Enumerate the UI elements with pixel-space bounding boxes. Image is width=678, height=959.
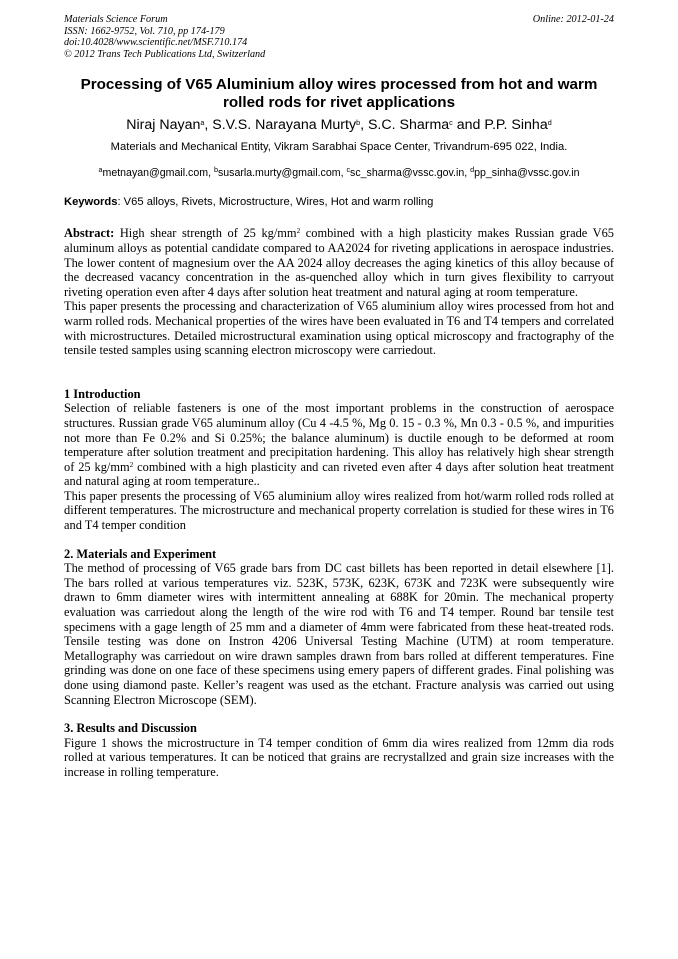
intro-paragraph-2: This paper presents the processing of V65 aluminium alloy wires realized from hot/warm rolled rods rolled at different temperatures. The microstructure and mechanical property correlation is studied for these wires in T6 and T4 temper condition [64,488,614,533]
abstract-text: combined with a high plasticity makes Russian grade V65 aluminum alloys as potential candidate compared to AA2024 for riveting applications in aerospace industries. The lower content of magnesium over the AA 2024 alloy decreases the aging kinetics of this alloy because of the decreased vacancy concentration in the as-quenched alloy which in turn gives flexibility to carryout riveting operation even after 4 days after solution heat treatment and natural aging at room temperature. [64,226,615,299]
abstract-paragraph [64,226,614,299]
online-date: Online: 2012-01-24 [532,14,614,25]
author-sup: d [547,118,552,128]
paper-title: Processing of V65 Aluminium alloy wires processed from hot and warm rolled rods for rivet applications [80,76,598,112]
copyright-line: © 2012 Trans Tech Publications Ltd, Switzerland [64,48,266,60]
issn-line: ISSN: 1662-9752, Vol. 710, pp 174-179 [64,25,225,37]
author-sup: a [200,118,205,128]
email-link[interactable]: metnayan@gmail.com [102,167,209,180]
abstract-label: Abstract: [64,226,115,241]
doi-line: doi:10.4028/www.scientific.net/MSF.710.174 [64,37,248,49]
author-sup: b [356,118,361,128]
email-sup: a [98,165,103,175]
email-sup: d [470,165,475,175]
section-heading-introduction: 1 Introduction [64,386,141,401]
journal-name: Materials Science Forum [64,14,168,25]
email-sup: c [346,165,351,175]
superscript: 2 [296,227,301,236]
author-separator: and [452,117,485,134]
email-list: $^a$metnayan@gmail.com, $^b$susarla.murty@gmail.com, $^c$sc_sharma@vssc.gov.in, $^d$pp_sinha@vssc.gov.in [98,165,580,180]
email-link[interactable]: sc_sharma@vssc.gov.in [350,167,465,180]
materials-paragraph: The method of processing of V65 grade bars from DC cast billets has been reported in detail elsewhere [1]. The bars rolled at various temperatures viz. 523K, 573K, 623K, 673K and 723K were subsequently wire drawn to 6mm diameter wires with intermittent annealing at 688K for 20min. The mechanical property evaluation was carriedout along the length of the wire rod with T6 and T4 temper. Round bar tensile test specimens with a gage length of 25 mm and a diameter of 4mm were fabricated from these heat-treated rods. Tensile testing was done on Instron 4206 Universal Testing Machine (UTM) at room temperature. Metallography was carriedout on wire drawn samples drawn from bars rolled at different temperatures. Fine grinding was done on one face of these specimens using emery papers of different grades. Final polishing was done using diamond paste. Keller’s reagent was used as the etchant. Fracture analysis was carried out using Scanning Electron Microscope (SEM). [64,561,614,707]
author-sup: c [449,118,453,128]
author-separator: , [360,117,368,134]
author-name: P.P. Sinha [484,117,548,134]
intro-text: Selection of reliable fasteners is one of the most important problems in the construction of aerospace structures. Russian grade V65 aluminum alloy (Cu 4 -4.5 %, Mg 0. 15 - 0.3 %, Mn 0.3 - 0.5 %, and impurities not more than Fe 0.2% and Si 0.25%; the balance aluminum) is ductile enough to be deformed at room temperature after solution treatment and precipitation hardening. This alloy has relatively high shear strength of 25 kg/mm [64,401,614,474]
intro-text: combined with a high plasticity and can riveted even after 4 days after solution heat treatment and natural aging at room temperature.. [64,459,614,489]
author-name: S.V.S. Narayana Murty [212,117,357,134]
journal-header [64,14,614,60]
author-name: Niraj Nayan [126,117,201,134]
abstract-paragraph-2: This paper presents the processing and characterization of V65 aluminium alloy wires processed from hot and warm rolled rods. Mechanical properties of the wires have been evaluated in T6 and T4 tempers and correlated with microstructures. Detailed microstructural examination using optical microscopy and fractography of the tensile tested samples using scanning electron microscopy were carriedout. [64,299,614,358]
abstract-text: High shear strength of 25 kg/mm [114,226,297,241]
results-paragraph: Figure 1 shows the microstructure in T4 temper condition of 6mm dia wires realized from 12mm dia rods rolled at various temperatures. It can be noticed that grains are recrystallzed and grain size increases with the increase in rolling temperature. [64,735,614,779]
keywords-label: Keywords [64,196,118,209]
email-sup: b [213,165,218,175]
author-list [64,116,614,134]
intro-paragraph [64,401,614,489]
email-link[interactable]: pp_sinha@vssc.gov.in [474,167,580,180]
email-link[interactable]: susarla.murty@gmail.com [217,167,341,180]
section-heading-materials: 2. Materials and Experiment [64,546,217,561]
keywords [64,195,614,209]
affiliation: Materials and Mechanical Entity, Vikram Sarabhai Space Center, Trivandrum-695 022, India. [110,141,568,154]
superscript: 2 [129,460,134,469]
author-separator: , [204,117,213,134]
author-name: S.C. Sharma [367,117,450,134]
section-heading-results: 3. Results and Discussion [64,721,197,736]
keywords-text: : V65 alloys, Rivets, Microstructure, Wires, Hot and warm rolling [117,196,434,209]
